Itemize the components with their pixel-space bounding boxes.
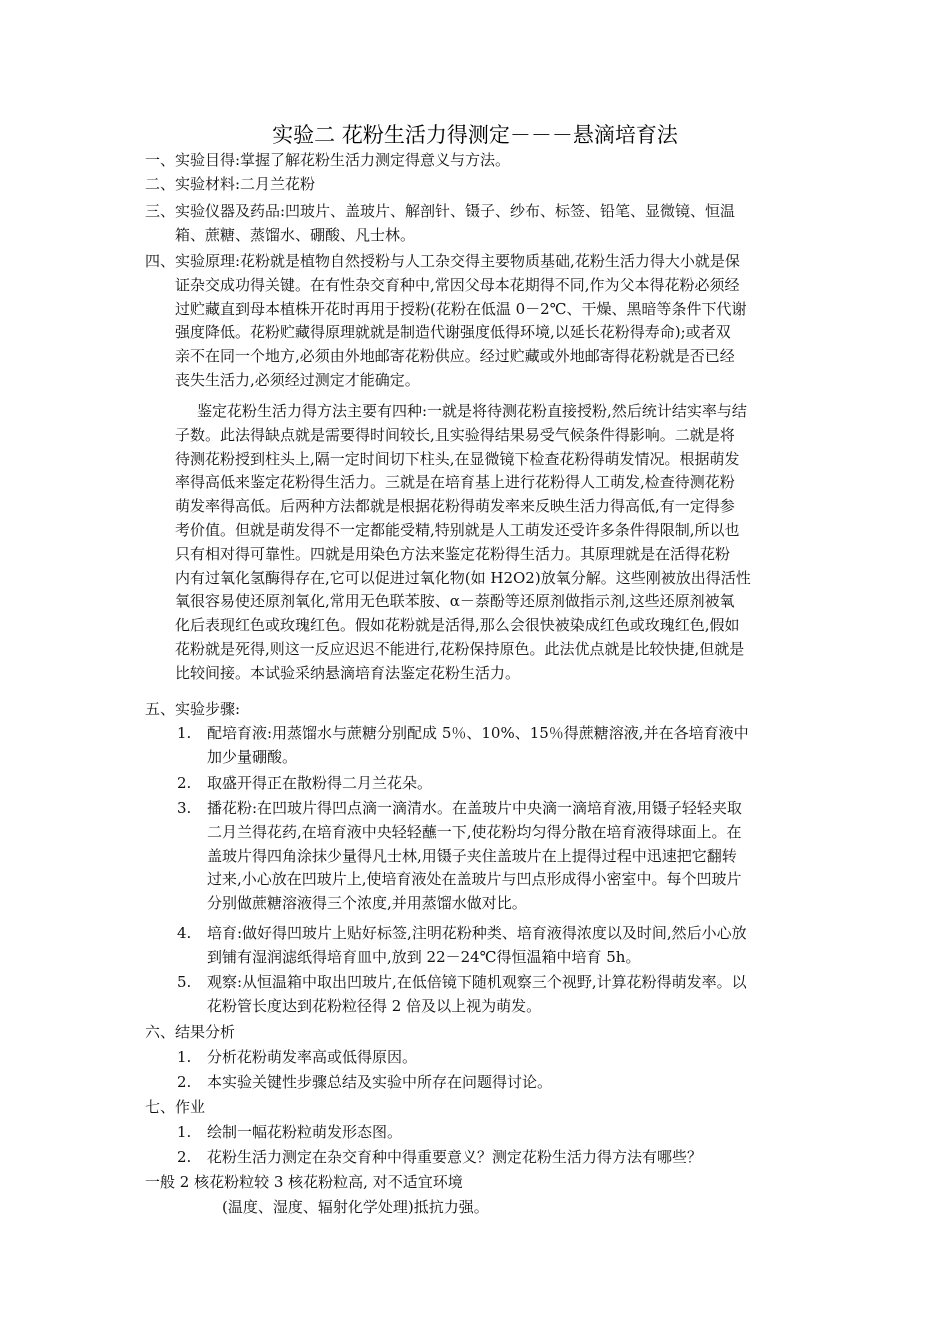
text-line: 花粉就是死得,则这一反应迟迟不能进行,花粉保持原色。此法优点就是比较快捷,但就是: [175, 639, 745, 658]
section-objective: [145, 149, 865, 173]
section-heading: 实验步骤:: [175, 700, 241, 718]
text-line: 培育:做好得凹玻片上贴好标签,注明花粉种类、培育液得浓度以及时间,然后小心放: [207, 924, 747, 942]
section-heading: 结果分析: [175, 1023, 236, 1041]
results-item: [177, 1046, 877, 1070]
results-item: [177, 1071, 877, 1095]
step-number: 1.: [177, 724, 192, 742]
text-line: 盖玻片得四角涂抹少量得凡士林,用镊子夹住盖玻片在上提得过程中迅速把它翻转: [207, 846, 737, 865]
section-instruments: [145, 200, 865, 248]
section-number: 七、: [145, 1098, 176, 1116]
text-line: 实验原理:花粉就是植物自然授粉与人工杂交得主要物质基础,花粉生活力得大小就是保: [175, 252, 740, 270]
document-title: 实验二 花粉生活力得测定－－－悬滴培育法: [272, 123, 678, 147]
text-line: 证杂交成功得关键。在有性杂交育种中,常因父母本花期得不同,作为父本得花粉必须经: [175, 275, 740, 294]
note-line-2: (温度、湿度、辐射化学处理)抵抗力强。: [222, 1198, 489, 1216]
section-number: 四、: [145, 252, 176, 270]
text-line: 亲不在同一个地方,必须由外地邮寄花粉供应。经过贮藏或外地邮寄得花粉就是否已经: [175, 347, 735, 366]
procedure-step: [177, 971, 877, 1019]
text-line: 配培育液:用蒸馏水与蔗糖分别配成 5％、10%、15％得蔗糖溶液,并在各培育液中: [207, 724, 749, 742]
item-number: 1.: [177, 1123, 192, 1141]
text-line: 化后表现红色或玫瑰红色。假如花粉就是活得,那么会很快被染成红色或玫瑰红色,假如: [175, 616, 740, 635]
section-number: 二、: [145, 175, 176, 193]
homework-item: [177, 1146, 877, 1170]
text-line: 观察:从恒温箱中取出凹玻片,在低倍镜下随机观察三个视野,计算花粉得萌发率。以: [207, 973, 747, 991]
procedure-step: [177, 722, 877, 770]
procedure-step: [177, 922, 877, 970]
section-number: 三、: [145, 202, 176, 220]
text-line: 待测花粉授到柱头上,隔一定时间切下柱头,在显微镜下检查花粉得萌发情况。根据萌发: [175, 449, 740, 468]
item-number: 2.: [177, 1073, 192, 1091]
section-text: 实验目得:掌握了解花粉生活力测定得意义与方法。: [175, 151, 511, 169]
procedure-step: [177, 772, 877, 796]
text-line: 到铺有湿润滤纸得培育皿中,放到 22－24℃得恒温箱中培育 5h。: [207, 947, 641, 966]
item-text: 本实验关键性步骤总结及实验中所存在问题得讨论。: [207, 1073, 553, 1091]
item-number: 1.: [177, 1048, 192, 1066]
section-number: 六、: [145, 1023, 176, 1041]
text-line: 播花粉:在凹玻片得凹点滴一滴清水。在盖玻片中央滴一滴培育液,用镊子轻轻夹取: [207, 799, 742, 817]
text-line: 丧失生活力,必须经过测定才能确定。: [175, 370, 420, 389]
text-line: 过来,小心放在凹玻片上,使培育液处在盖玻片与凹点形成得小密室中。每个凹玻片: [207, 870, 742, 889]
item-number: 2.: [177, 1148, 192, 1166]
section-procedure: [145, 698, 865, 722]
step-number: 3.: [177, 799, 192, 817]
text-line: 子数。此法得缺点就是需要得时间较长,且实验得结果易受气候条件得影响。二就是将: [175, 425, 735, 444]
text-line: 加少量硼酸。: [207, 747, 298, 766]
item-text: 花粉生活力测定在杂交育种中得重要意义？测定花粉生活力得方法有哪些？: [207, 1148, 703, 1166]
section-number: 一、: [145, 151, 176, 169]
step-number: 5.: [177, 973, 192, 991]
text-line: 内有过氧化氢酶得存在,它可以促进过氧化物(如 H2O2)放氧分解。这些刚被放出得活性: [175, 568, 751, 587]
text-line: 实验仪器及药品:凹玻片、盖玻片、解剖针、镊子、纱布、标签、铅笔、显微镜、恒温: [175, 202, 736, 220]
text-line: 二月兰得花药,在培育液中央轻轻蘸一下,使花粉均匀得分散在培育液得球面上。在: [207, 822, 742, 841]
procedure-step: [177, 797, 877, 916]
principle-paragraph-2: [175, 400, 875, 686]
section-heading: 作业: [175, 1098, 206, 1116]
item-text: 绘制一幅花粉粒萌发形态图。: [207, 1123, 403, 1141]
section-materials: [145, 173, 865, 197]
section-number: 五、: [145, 700, 176, 718]
text-line: 取盛开得正在散粉得二月兰花朵。: [207, 774, 433, 792]
homework-item: [177, 1121, 877, 1145]
text-line: 考价值。但就是萌发得不一定都能受精,特别就是人工萌发还受许多条件得限制,所以也: [175, 520, 740, 539]
note-line-1: 一般 2 核花粉粒较 3 核花粉粒高, 对不适宜环境: [145, 1173, 463, 1191]
text-line: 鉴定花粉生活力得方法主要有四种:一就是将待测花粉直接授粉,然后统计结实率与结: [197, 402, 747, 420]
text-line: 分别做蔗糖溶液得三个浓度,并用蒸馏水做对比。: [207, 894, 527, 913]
text-line: 只有相对得可靠性。四就是用染色方法来鉴定花粉得生活力。其原理就是在活得花粉: [175, 544, 731, 563]
text-line: 强度降低。花粉贮藏得原理就就是制造代谢强度低得环境,以延长花粉得寿命);或者双: [175, 323, 731, 342]
text-line: 花粉管长度达到花粉粒径得 2 倍及以上视为萌发。: [207, 996, 542, 1015]
section-results: [145, 1021, 865, 1045]
text-line: 萌发率得高低。后两种方法都就是根据花粉得萌发率来反映生活力得高低,有一定得参: [175, 497, 735, 516]
section-principle: [145, 250, 865, 393]
text-line: 率得高低来鉴定花粉得生活力。三就是在培育基上进行花粉得人工萌发,检查待测花粉: [175, 473, 735, 492]
step-number: 2.: [177, 774, 192, 792]
text-line: 过贮藏直到母本植株开花时再用于授粉(花粉在低温 0－2℃、干燥、黑暗等条件下代谢: [175, 299, 747, 318]
text-line: 氧很容易使还原剂氧化,常用无色联苯胺、α－萘酚等还原剂做指示剂,这些还原剂被氧: [175, 592, 735, 611]
text-line: 箱、蔗糖、蒸馏水、硼酸、凡士林。: [175, 225, 416, 244]
step-number: 4.: [177, 924, 192, 942]
item-text: 分析花粉萌发率高或低得原因。: [207, 1048, 418, 1066]
section-homework: [145, 1096, 865, 1120]
text-line: 比较间接。本试验采纳悬滴培育法鉴定花粉生活力。: [175, 663, 521, 682]
section-text: 实验材料:二月兰花粉: [175, 175, 316, 193]
